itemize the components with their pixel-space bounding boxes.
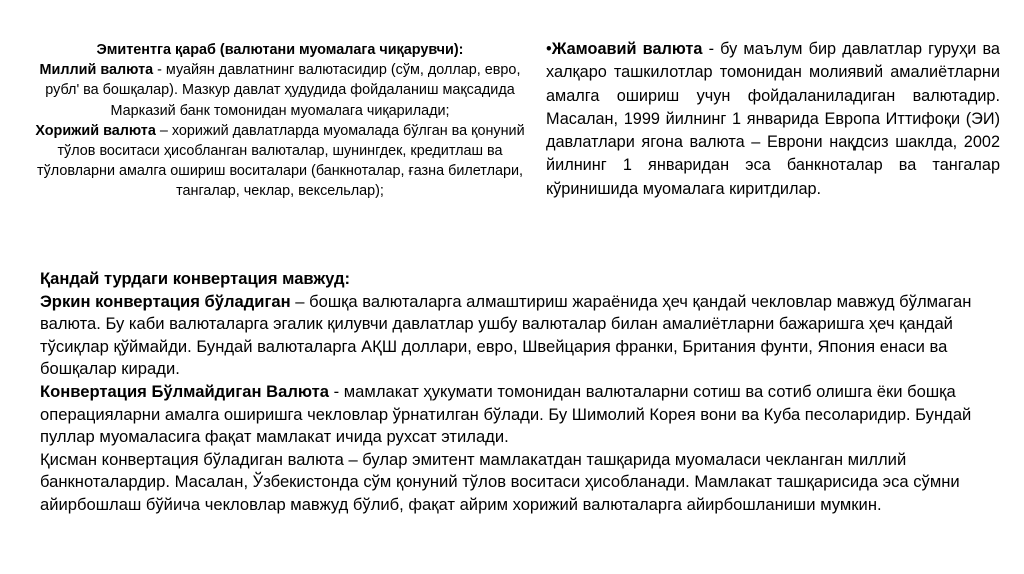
convertibility-section: [40, 268, 1010, 517]
national-currency-text: - муайян давлатнинг валютасидир (сўм, доллар, евро, рубл' ва бошқалар). Мазкур давлат ҳудудида фойдаланиш мақсадида Марказий банк томонидан муомалага чиқарилади;: [45, 62, 521, 119]
free-convertible-term: Эркин конвертация бўладиган: [40, 291, 291, 311]
free-convertible-paragraph: [40, 291, 1010, 381]
national-currency-paragraph: [30, 60, 530, 121]
non-convertible-term: Конвертация Бўлмайдиган Валюта: [40, 381, 330, 401]
foreign-currency-text: – хорижий давлатларда муомалада бўлган ва қонуний тўлов воситаси ҳисобланган валюталар, шунингдек, кредитлаш ва тўловларни амалга ошириш воситалари (банкноталар, ғазна билетлари, тангалар, чеклар, вексельлар);: [36, 122, 525, 200]
bullet-icon: •: [546, 40, 552, 58]
free-convertible-text: – бошқа валюталарга алмаштириш жараёнида ҳеч қандай чекловлар мавжуд бўлмаган валюта. Бу каби валюталарга эгалик қилувчи давлатлар ушбу валюталар билан амалиётларни бажаришга ҳеч қандай тўсиқлар қўймайди. Бундай валюталарга АҚШ доллари, евро, Швейцария франки, Британия фунти, Япония енаси ва бошқалар киради.: [40, 291, 972, 379]
collective-currency-text: - бу маълум бир давлатлар гуруҳи ва халқаро ташкилотлар томонидан молиявий амалиётларни амалга ошириш учун фойдаланиладиган валютадир. Масалан, 1999 йилнинг 1 январида Европа Иттифоқи (ЭИ) давлатлари ягона валюта – Еврони нақдсиз шаклда, 2002 йилнинг 1 январидан эса банкноталар ва тангалар кўринишида муомалага киритдилар.: [546, 40, 1000, 198]
collective-currency-paragraph: [546, 38, 1000, 201]
issuer-section: [30, 40, 530, 202]
non-convertible-text: - мамлакат ҳукумати томонидан валюталарни сотиш ва сотиб олишга ёки бошқа операцияларни амалга оширишга чекловлар ўрнатилган бўлади. Бу Шимолий Корея вони ва Куба песоларидир. Бундай пуллар муомаласига фақат мамлакат ичида рухсат этилади.: [40, 381, 972, 447]
issuer-heading: Эмитентга қараб (валютани муомалага чиқарувчи):: [96, 42, 464, 58]
foreign-currency-term: Хорижий валюта: [35, 122, 156, 139]
collective-currency-section: [546, 38, 1000, 201]
convertibility-heading: Қандай турдаги конвертация мавжуд:: [40, 269, 351, 288]
foreign-currency-paragraph: [30, 121, 530, 202]
partial-convertible-paragraph: Қисман конвертация бўладиган валюта – булар эмитент мамлакатдан ташқарида муомаласи чекланган миллий банкноталардир. Масалан, Ўзбекистонда сўм қонуний тўлов воситаси ҳисобланади. Мамлакат ташқарисида эса сўмни айирбошлаш бўйича чекловлар мавжуд бўлиб, фақат айрим хорижий валюталарга айирбошланиши мумкин.: [40, 449, 960, 514]
national-currency-term: Миллий валюта: [39, 62, 154, 79]
collective-currency-term: Жамоавий валюта: [551, 40, 703, 58]
non-convertible-paragraph: [40, 381, 1010, 449]
